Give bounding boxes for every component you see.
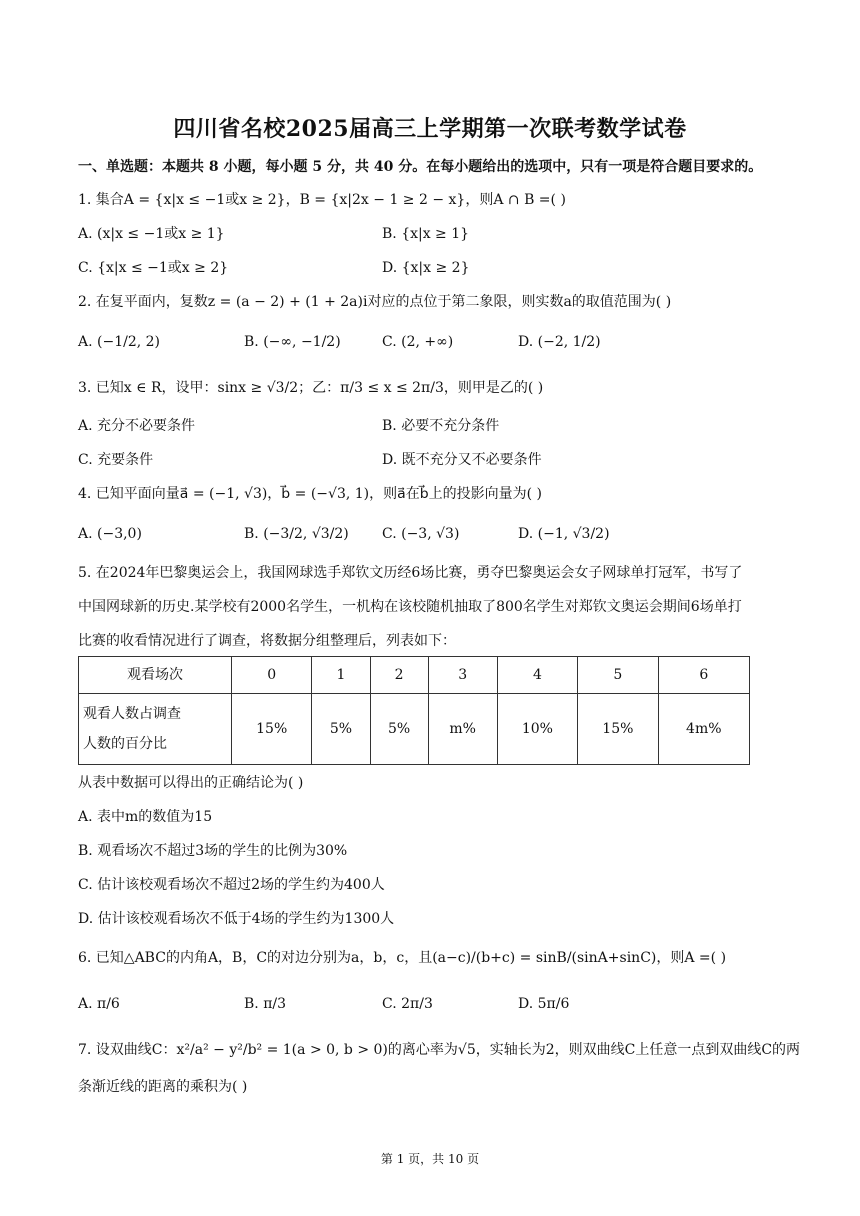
question-7-stem-line-1: 7. 设双曲线C：x²/a² − y²/b² = 1(a > 0, b > 0)的离心率为√5，实轴长为2，则双曲线C上任意一点到双曲线C的两 (78, 1042, 801, 1058)
question-6-stem: 6. 已知△ABC的内角A，B，C的对边分别为a，b，c，且(a−c)/(b+c) = sinB/(sinA+sinC)，则A =( ) (78, 950, 727, 966)
question-3-option-c: C. 充要条件 (78, 452, 154, 468)
table-row-header (79, 694, 232, 765)
question-4-option-c: C. (−3, √3) (382, 526, 460, 542)
question-4-option-a: A. (−3,0) (78, 526, 142, 542)
page-title: 四川省名校2025届高三上学期第一次联考数学试卷 (173, 116, 687, 142)
table-cell-percent: 10% (497, 694, 577, 765)
question-7-stem-line-2: 条渐近线的距离的乘积为( ) (78, 1079, 248, 1095)
question-5-option-c: C. 估计该校观看场次不超过2场的学生约为400人 (78, 877, 385, 893)
question-5-option-d: D. 估计该校观看场次不低于4场的学生约为1300人 (78, 911, 395, 927)
table-cell-percent: 5% (370, 694, 428, 765)
table-cell-games: 1 (312, 657, 370, 694)
question-2-option-c: C. (2, +∞) (382, 334, 454, 350)
question-6-option-a: A. π/6 (78, 996, 120, 1012)
table-cell-games: 4 (497, 657, 577, 694)
question-5-stem-line-3: 比赛的收看情况进行了调查，将数据分组整理后，列表如下： (78, 633, 456, 649)
table-row-header-line-1: 观看人数占调查 (83, 706, 181, 722)
question-3-option-d: D. 既不充分又不必要条件 (382, 452, 542, 468)
table-cell-games: 2 (370, 657, 428, 694)
table-cell-percent: 4m% (658, 694, 749, 765)
section-heading: 一、单选题：本题共 8 小题，每小题 5 分，共 40 分。在每小题给出的选项中，只有一项是符合题目要求的。 (78, 159, 763, 175)
question-6-option-d: D. 5π/6 (518, 996, 570, 1012)
question-4-stem: 4. 已知平面向量a⃗ = (−1, √3)，b⃗ = (−√3, 1)，则a⃗在b⃗上的投影向量为( ) (78, 486, 542, 502)
question-2-option-b: B. (−∞, −1/2) (244, 334, 341, 350)
question-2-stem: 2. 在复平面内，复数z = (a − 2) + (1 + 2a)i对应的点位于第二象限，则实数a的取值范围为( ) (78, 294, 672, 310)
question-2-option-a: A. (−1/2, 2) (78, 334, 161, 350)
question-2-option-d: D. (−2, 1/2) (518, 334, 601, 350)
question-5-question: 从表中数据可以得出的正确结论为( ) (78, 775, 304, 791)
question-5-stem-line-2: 中国网球新的历史.某学校有2000名学生，一机构在该校随机抽取了800名学生对郑钦文奥运会期间6场单打 (78, 599, 742, 615)
question-5-option-b: B. 观看场次不超过3场的学生的比例为30% (78, 843, 348, 859)
question-5-option-a: A. 表中m的数值为15 (78, 809, 213, 825)
table-cell-games: 3 (428, 657, 497, 694)
question-5-stem-line-1: 5. 在2024年巴黎奥运会上，我国网球选手郑钦文历经6场比赛，勇夺巴黎奥运会女子网球单打冠军，书写了 (78, 565, 743, 581)
table-row (79, 694, 750, 765)
table-cell-percent: 15% (578, 694, 658, 765)
question-1-option-a: A. (x|x ≤ −1或x ≥ 1} (78, 226, 225, 242)
question-1-option-c: C. {x|x ≤ −1或x ≥ 2} (78, 260, 229, 276)
table-row-header-line-2: 人数的百分比 (83, 736, 167, 752)
table-cell-percent: 15% (232, 694, 312, 765)
question-4-option-d: D. (−1, √3/2) (518, 526, 610, 542)
table-cell-percent: m% (428, 694, 497, 765)
table-cell-games: 5 (578, 657, 658, 694)
page-footer: 第 1 页，共 10 页 (380, 1152, 480, 1166)
question-6-option-b: B. π/3 (244, 996, 287, 1012)
question-4-option-b: B. (−3/2, √3/2) (244, 526, 349, 542)
question-1-stem: 1. 集合A = {x|x ≤ −1或x ≥ 2}，B = {x|2x − 1 ≥ 2 − x}，则A ∩ B =( ) (78, 192, 566, 208)
question-3-option-b: B. 必要不充分条件 (382, 418, 500, 434)
table-row (79, 657, 750, 694)
question-1-option-b: B. {x|x ≥ 1} (382, 226, 470, 242)
table-row-header: 观看场次 (79, 657, 232, 694)
question-6-option-c: C. 2π/3 (382, 996, 433, 1012)
table-cell-games: 6 (658, 657, 749, 694)
question-3-option-a: A. 充分不必要条件 (78, 418, 196, 434)
table-cell-games: 0 (232, 657, 312, 694)
question-1-option-d: D. {x|x ≥ 2} (382, 260, 470, 276)
viewing-data-table (78, 656, 750, 765)
question-3-stem: 3. 已知x ∈ R，设甲：sinx ≥ √3/2；乙：π/3 ≤ x ≤ 2π/3，则甲是乙的( ) (78, 380, 544, 396)
table-cell-percent: 5% (312, 694, 370, 765)
